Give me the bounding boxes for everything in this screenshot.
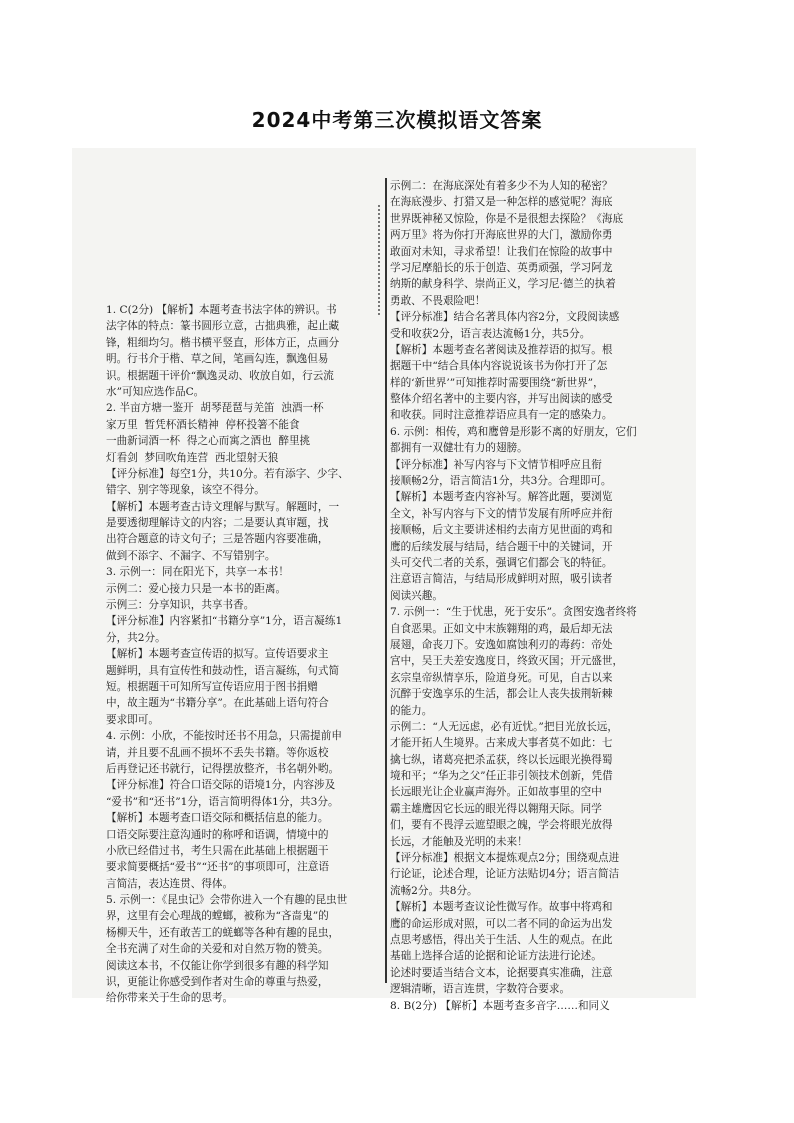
text-line: 法字体的特点：篆书圆形立意，古拙典雅，起止藏 [106, 320, 340, 333]
text-line: 流畅2分。共8分。 [390, 884, 478, 897]
text-line: 做到不添字、不漏字、不写错别字。 [106, 549, 276, 562]
text-line: 6. 示例：相传，鸡和鹰曾是形影不离的好朋友，它们 [390, 425, 637, 438]
text-line: 【评分标准】符合口语交际的语境1分，内容涉及 [106, 779, 336, 792]
text-line: 后再登记还书就行，记得摆放整齐，书名朝外哟。 [106, 762, 340, 775]
text-line: 家万里 暂凭杯酒长精神 停杯投箸不能食 [106, 418, 300, 431]
text-line: 【解析】本题考查口语交际和概括信息的能力。 [106, 812, 329, 825]
text-line: 【评分标准】内容紧扣“书籍分享”1分，语言凝练1 [106, 615, 343, 628]
text-line: 自食恶果。正如文中末族翱翔的鸡，最后却无法 [390, 622, 613, 635]
text-line: “爱书”和“还书”1分，语言简明得体1分，共3分。 [106, 795, 339, 808]
text-line: 逻辑清晰，语言连贯，字数符合要求。 [390, 983, 571, 996]
text-line: 阅读这本书，不仅能让你学到很多有趣的科学知 [106, 959, 329, 972]
column-divider [385, 178, 387, 983]
text-line: 中，故主题为“书籍分享”。在此基础上语句符合 [106, 697, 329, 710]
text-line: 头可交代二者的关系，强调它们都会飞的特征。 [390, 556, 613, 569]
text-line: 灯看剑 梦回吹角连营 西北望射天狼 [106, 451, 279, 464]
text-line: 世界既神秘又惊险，你是不是很想去探险？《海底 [390, 212, 624, 225]
text-line: 们，要有不畏浮云遮望眼之魄，学会将眼光放得 [390, 819, 613, 832]
text-line: 宫中，吴王夫差安逸度日，终致灭国；开元盛世， [390, 655, 624, 668]
text-line: 【解析】本题考查议论性微写作。故事中将鸡和 [390, 901, 613, 914]
text-line: 据题干中“结合具体内容说说该书为你打开了怎 [390, 360, 608, 373]
text-line: 【评分标准】根据文本提炼观点2分；围绕观点进 [390, 852, 620, 865]
text-line: 全书充满了对生命的关爱和对自然万物的赞美。 [106, 943, 329, 956]
text-line: 4. 示例：小欣，不能按时还书不用急，只需提前申 [106, 730, 342, 743]
right-column [390, 178, 695, 1014]
text-line: 短。根据题干可知所写宣传语应用于图书捐赠 [106, 680, 318, 693]
text-line: 注意语言简洁，与结局形成鲜明对照，吸引读者 [390, 573, 613, 586]
text-line: 展翅，命丧刀下。安逸如腐蚀利刃的毒药：帝处 [390, 638, 613, 651]
text-line: 长远眼光让企业赢声海外。正如故事里的空中 [390, 786, 602, 799]
text-line: 明。行书介于楷、草之间，笔画勾连，飘逸但易 [106, 353, 329, 366]
text-line: 杨柳天牛，还有敢苦工的蜣螂等各种有趣的昆虫， [106, 926, 340, 939]
text-line: 点思考感悟，得出关于生活、人生的观点。在此 [390, 933, 613, 946]
text-line: 3. 示例一：同在阳光下，共享一本书！ [106, 566, 289, 579]
text-line: 【评分标准】结合名著具体内容2分，文段阅读感 [390, 311, 620, 324]
text-line: 两万里》将为你打开海底世界的大门，激励你勇 [390, 229, 613, 242]
text-line: 【解析】本题考查内容补写。解答此题，要浏览 [390, 491, 613, 504]
text-line: 接顺畅2分，语言简洁1分，共3分。合理即可。 [390, 475, 612, 488]
text-line: 给你带来关于生命的思考。 [106, 992, 234, 1005]
text-line: 玄宗皇帝纵情享乐，险道身死。可见，自古以来 [390, 671, 613, 684]
text-line: 鹰的后续发展与结局，结合题干中的关键词，开 [390, 540, 613, 553]
text-line: 口语交际要注意沟通时的称呼和语调，情境中的 [106, 828, 329, 841]
text-line: 长远，才能触及光明的未来！ [390, 835, 528, 848]
text-line: 敢面对未知，寻求希望！让我们在惊险的故事中 [390, 245, 613, 258]
text-line: 示例二：爱心接力只是一本书的距离。 [106, 582, 287, 595]
text-line: 学习尼摩船长的乐于创造、英勇顽强，学习阿龙 [390, 261, 613, 274]
text-line: 擒七纵，诸葛亮把杀孟获，终以长远眼光换得蜀 [390, 753, 613, 766]
text-line: 基础上选择合适的论据和论证方法进行论述。 [390, 950, 602, 963]
text-line: 才能开拓人生境界。古来成大事者莫不如此：七 [390, 737, 613, 750]
text-line: 【解析】本题考查宣传语的拟写。宣传语要求主 [106, 648, 329, 661]
text-line: 界，这里有会心理战的螳螂，被称为“吝啬鬼”的 [106, 910, 329, 923]
dotted-line [378, 205, 380, 315]
text-line: 全文，补写内容与下文的情节发展有所呼应并衔 [390, 507, 613, 520]
text-line: 在海底漫步、打猎又是一种怎样的感觉呢？海底 [390, 196, 613, 209]
text-line: 整体介绍名著中的主要内容，并写出阅读的感受 [390, 393, 613, 406]
text-line: 要求即可。 [106, 713, 159, 726]
text-line: 的能力。 [390, 704, 433, 717]
text-line: 示例二：“人无远虑，必有近忧。”把目光放长远， [390, 720, 618, 733]
text-line: 要求简要概括“爱书”“还书”的事项即可，注意语 [106, 861, 329, 874]
text-line: 7. 示例一：“生于忧患，死于安乐”。贪图安逸者终将 [390, 606, 637, 619]
text-line: 【评分标准】补写内容与下文情节相呼应且衔 [390, 458, 602, 471]
page-title: 2024中考第三次模拟语文答案 [251, 108, 543, 132]
text-line: 1. C(2分) 【解析】本题考查书法字体的辨识。书 [106, 304, 337, 316]
text-line: 【解析】本题考查名著阅读及推荐语的拟写。根 [390, 343, 613, 356]
text-line: 霸主雄鹰因它长远的眼光得以翱翔天际。同学 [390, 802, 602, 815]
text-line: 境和平；“华为之父”任正非引领技术创新，凭借 [390, 770, 613, 783]
text-line: 样的‘新世界’”可知推荐时需要围绕“新世界”， [390, 376, 604, 389]
text-line: 示例三：分享知识，共享书香。 [106, 599, 255, 612]
text-line: 识。根据题干评价“飘逸灵动、收放自如，行云流 [106, 369, 334, 382]
text-line: 题鲜明，具有宣传性和鼓动性，语言凝练，句式简 [106, 664, 340, 677]
text-line: 阅读兴趣。 [390, 589, 443, 602]
text-line: 鹰的命运形成对照，可以二者不同的命运为出发 [390, 917, 613, 930]
text-line: 2. 半亩方塘一鉴开 胡琴琵琶与羌笛 浊酒一杯 [106, 402, 324, 415]
text-line: 错字、别字等现象，该空不得分。 [106, 484, 265, 497]
text-line: 分，共2分。 [106, 631, 166, 644]
text-line: 受和收获2分，语言表达流畅1分，共5分。 [390, 327, 591, 340]
text-line: 水”可知应选作品C。 [106, 385, 205, 398]
text-line: 和收获。同时注意推荐语应具有一定的感染力。 [390, 409, 613, 422]
text-line: 5. 示例一：《昆虫记》会带你进入一个有趣的昆虫世 [106, 894, 348, 907]
text-line: 都拥有一双健壮有力的翅膀。 [390, 442, 528, 455]
text-line: 【评分标准】每空1分，共10分。若有添字、少字、 [106, 467, 349, 480]
text-line: 行论证，论述合理，论证方法贴切4分；语言简洁 [390, 868, 620, 881]
text-line: 言简洁，表达连贯、得体。 [106, 877, 234, 890]
text-line: 纳斯的献身科学、崇尚正义，学习尼·德兰的执着 [390, 278, 616, 291]
text-line: 是要透彻理解诗文的内容；二是要认真审题，找 [106, 517, 329, 530]
left-column [106, 302, 382, 1007]
text-line: 出符合题意的诗文句子；三是答题内容要准确， [106, 533, 329, 546]
text-line: 识，更能让你感受到作者对生命的尊重与热爱， [106, 976, 329, 989]
text-line: 8. B(2分) 【解析】本题考查多音字……和同义 [390, 999, 610, 1012]
text-line: 沉醉于安逸享乐的生活，都会让人丧失拔荆斩棘 [390, 688, 613, 701]
text-line: 论述时要适当结合文本，论据要真实准确，注意 [390, 966, 613, 979]
text-line: 锋，粗细均匀。楷书横平竖直，形体方正，点画分 [106, 336, 340, 349]
text-line: 小欣已经借过书，考生只需在此基础上根据题干 [106, 844, 329, 857]
text-line: 请，并且要不乱画不损坏不丢失书籍。等你返校 [106, 746, 329, 759]
text-line: 一曲新词酒一杯 得之心而寓之酒也 醉里挑 [106, 435, 311, 448]
text-line: 接顺畅，后文主要讲述相约去南方见世面的鸡和 [390, 524, 613, 537]
text-line: 示例二：在海底深处有着多少不为人知的秘密？ [390, 180, 613, 192]
text-line: 勇敢、不畏艰险吧！ [390, 294, 486, 307]
text-line: 【解析】本题考查古诗文理解与默写。解题时，一 [106, 500, 340, 513]
